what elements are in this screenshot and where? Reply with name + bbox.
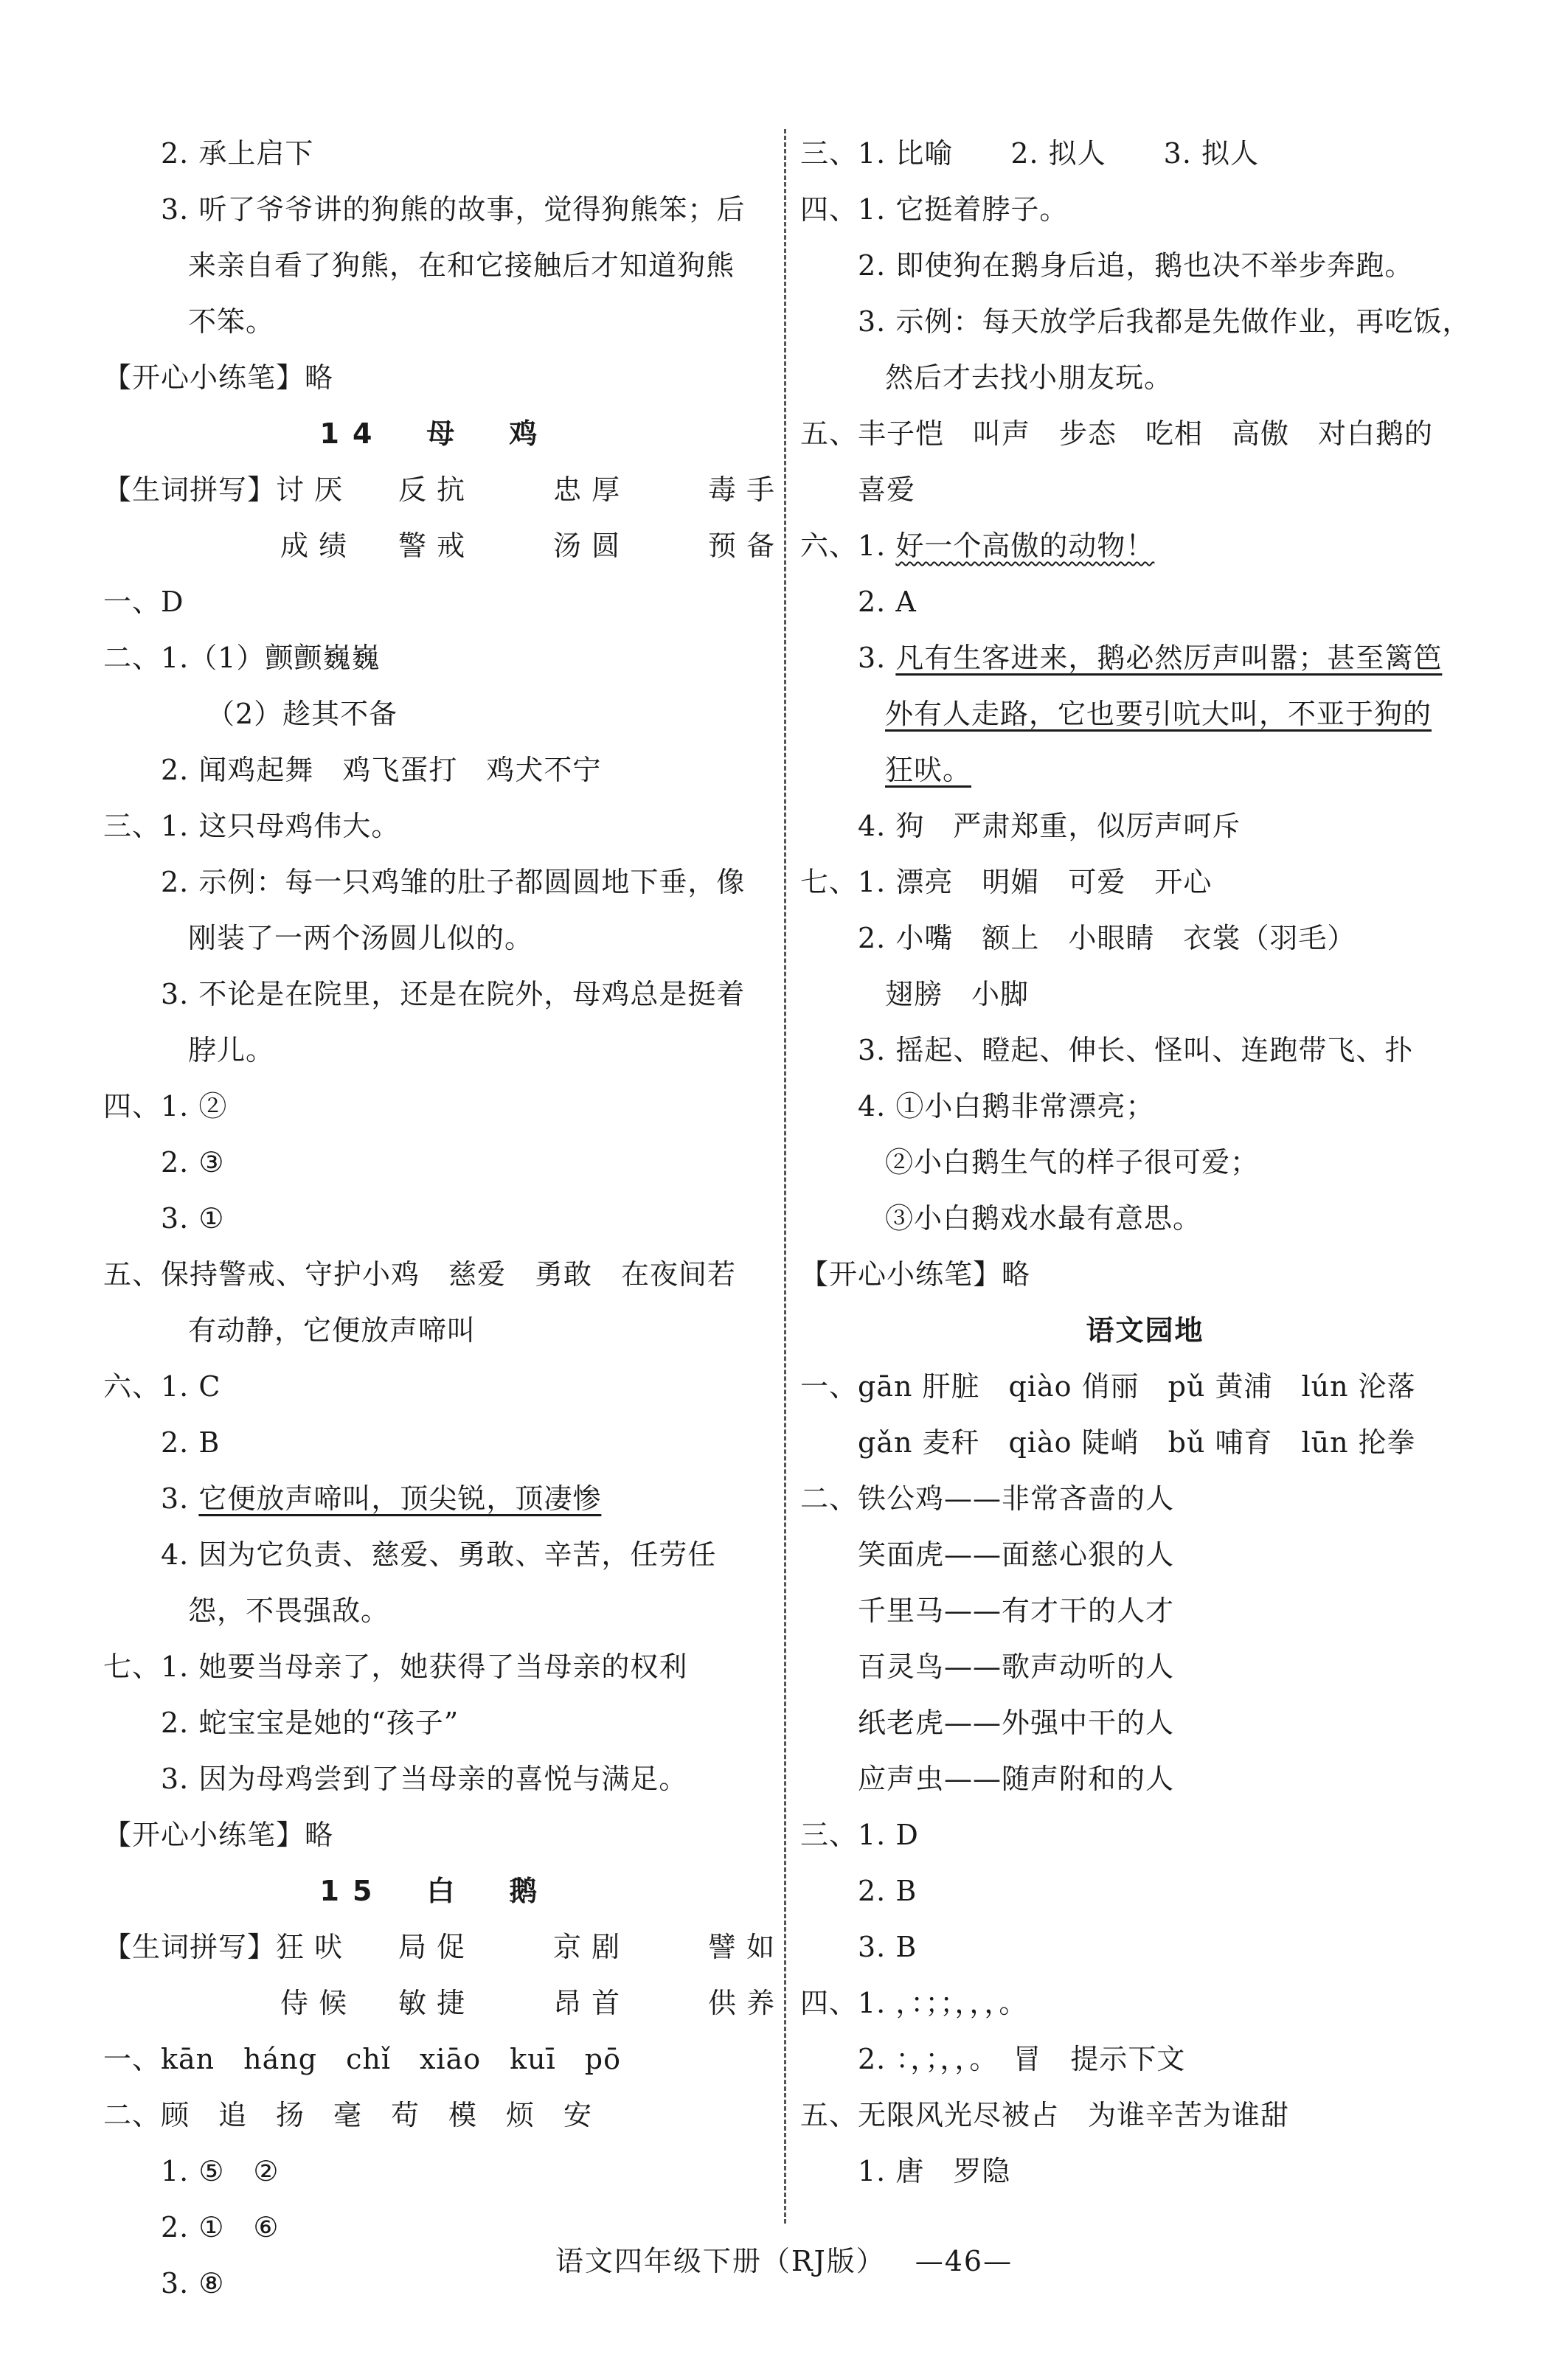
text-line: 七、1. 她要当母亲了，她获得了当母亲的权利 bbox=[103, 1651, 688, 1683]
underlined-answer: 凡有生客进来，鹅必然厉声叫嚣；甚至篱笆 bbox=[895, 642, 1443, 674]
vocab-word: 【生词拼写】狂 吠 bbox=[103, 1931, 344, 1963]
text-line: 一、gān 肝脏 qiào 俏丽 pǔ 黄浦 lún 沦落 bbox=[800, 1370, 1416, 1403]
text-line: 六、1. 好一个高傲的动物！ bbox=[800, 530, 1155, 562]
text-line: 三、1. 比喻 2. 拟人 3. 拟人 bbox=[800, 137, 1260, 170]
text-line: 然后才去找小朋友玩。 bbox=[885, 361, 1173, 394]
text-line: 4. 狗 严肃郑重，似厉声呵斥 bbox=[858, 810, 1241, 842]
text-line: 脖儿。 bbox=[188, 1034, 275, 1066]
lesson-title-14: 14 母 鸡 bbox=[319, 417, 551, 450]
text-line: 五、丰子恺 叫声 步态 吃相 高傲 对白鹅的 bbox=[800, 417, 1434, 450]
practice-note: 【开心小练笔】略 bbox=[103, 1819, 334, 1851]
text-line: 有动静，它便放声啼叫 bbox=[188, 1314, 476, 1347]
text-line: 2. 即使狗在鹅身后追，鹅也决不举步奔跑。 bbox=[858, 249, 1414, 282]
vocab-word: 汤 圆 bbox=[553, 530, 621, 562]
text-line: 2. B bbox=[858, 1875, 917, 1907]
vocab-word: 【生词拼写】讨 厌 bbox=[103, 473, 344, 506]
text-line: 四、1. 它挺着脖子。 bbox=[800, 193, 1069, 226]
page-footer bbox=[0, 2238, 1568, 2279]
right-column bbox=[800, 125, 1490, 2199]
text-line: 七、1. 漂亮 明媚 可爱 开心 bbox=[800, 866, 1213, 898]
vocab-row bbox=[103, 462, 776, 518]
text-line: 不笨。 bbox=[188, 305, 275, 338]
vocab-word: 反 抗 bbox=[398, 473, 466, 506]
text-line: 2. ③ bbox=[161, 1146, 225, 1179]
text-line: 三、1. D bbox=[800, 1819, 919, 1851]
vocab-word: 昂 首 bbox=[553, 1987, 621, 2019]
text-line: 笑面虎——面慈心狠的人 bbox=[858, 1538, 1175, 1571]
book-title: 语文四年级下册（RJ版） bbox=[555, 2245, 886, 2277]
text-line: 2. 承上启下 bbox=[161, 137, 314, 170]
text-line: 3. 听了爷爷讲的狗熊的故事，觉得狗熊笨；后 bbox=[161, 193, 746, 226]
text-line: 2. 小嘴 额上 小眼睛 衣裳（羽毛） bbox=[858, 922, 1356, 954]
underlined-answer: 它便放声啼叫，顶尖锐，顶凄惨 bbox=[198, 1482, 602, 1515]
vocab-row bbox=[103, 1919, 776, 1975]
text-line: 一、D bbox=[103, 586, 184, 618]
text-line: 2. ：，；，，。 冒 提示下文 bbox=[858, 2043, 1186, 2075]
text-line: 2. A bbox=[858, 586, 917, 618]
underlined-answer: 狂吠。 bbox=[885, 754, 972, 786]
text-line: 翅膀 小脚 bbox=[885, 978, 1030, 1010]
vocab-word: 成 绩 bbox=[280, 530, 348, 562]
lesson-title-15: 15 白 鹅 bbox=[319, 1875, 551, 1907]
text-line: （2）趁其不备 bbox=[207, 698, 398, 730]
vocab-word: 敏 捷 bbox=[398, 1987, 466, 2019]
text-line: 来亲自看了狗熊，在和它接触后才知道狗熊 bbox=[188, 249, 735, 282]
vocab-word: 警 戒 bbox=[398, 530, 466, 562]
text-line: 3. 示例：每天放学后我都是先做作业，再吃饭， bbox=[858, 305, 1471, 338]
column-divider bbox=[784, 129, 786, 2224]
text-line: 应声虫——随声附和的人 bbox=[858, 1763, 1175, 1795]
text-line: 怨，不畏强敌。 bbox=[188, 1594, 390, 1627]
vocab-row bbox=[103, 1975, 776, 2031]
vocab-word: 京 剧 bbox=[553, 1931, 621, 1963]
page-number: —46— bbox=[915, 2245, 1013, 2277]
text-line: 3. 摇起、瞪起、伸长、怪叫、连跑带飞、扑 bbox=[858, 1034, 1414, 1066]
vocab-word: 毒 手 bbox=[708, 473, 776, 506]
text-line: ②小白鹅生气的样子很可爱； bbox=[885, 1146, 1260, 1179]
practice-note: 【开心小练笔】略 bbox=[800, 1258, 1031, 1291]
text-line: 2. ① ⑥ bbox=[161, 2211, 280, 2243]
text-line: 五、保持警戒、守护小鸡 慈爱 勇敢 在夜间若 bbox=[103, 1258, 737, 1291]
text-line: 二、铁公鸡——非常吝啬的人 bbox=[800, 1482, 1175, 1515]
vocab-row bbox=[103, 518, 776, 574]
text-line: 四、1. ② bbox=[103, 1090, 228, 1122]
text-line: 3. 因为母鸡尝到了当母亲的喜悦与满足。 bbox=[161, 1763, 688, 1795]
section-title-yuwen-yuandi: 语文园地 bbox=[1086, 1314, 1204, 1347]
text-line bbox=[800, 686, 1490, 742]
text-line: 4. ①小白鹅非常漂亮； bbox=[858, 1090, 1155, 1122]
text-line: 2. 示例：每一只鸡雏的肚子都圆圆地下垂，像 bbox=[161, 866, 746, 898]
text-line: 五、无限风光尽被占 为谁辛苦为谁甜 bbox=[800, 2099, 1290, 2131]
vocab-word: 预 备 bbox=[708, 530, 776, 562]
text-line: 纸老虎——外强中干的人 bbox=[858, 1707, 1175, 1739]
text-line: 一、kān háng chǐ xiāo kuī pō bbox=[103, 2043, 621, 2075]
text-line: 4. 因为它负责、慈爱、勇敢、辛苦，任劳任 bbox=[161, 1538, 717, 1571]
text-line: 刚装了一两个汤圆儿似的。 bbox=[188, 922, 534, 954]
wavy-underlined-answer: 好一个高傲的动物！ bbox=[895, 530, 1155, 562]
text-line: ③小白鹅戏水最有意思。 bbox=[885, 1202, 1202, 1235]
text-line: gǎn 麦秆 qiào 陡峭 bǔ 哺育 lūn 抡拳 bbox=[858, 1426, 1416, 1459]
text-line: 3. 不论是在院里，还是在院外，母鸡总是挺着 bbox=[161, 978, 746, 1010]
text-line: 二、顾 追 扬 毫 苟 模 烦 安 bbox=[103, 2099, 593, 2131]
text-line: 四、1. ，：；；，，，。 bbox=[800, 1987, 1028, 2019]
text-line: 六、1. C bbox=[103, 1370, 221, 1403]
text-line: 2. 闻鸡起舞 鸡飞蛋打 鸡犬不宁 bbox=[161, 754, 602, 786]
vocab-word: 供 养 bbox=[708, 1987, 776, 2019]
vocab-word: 侍 候 bbox=[280, 1987, 348, 2019]
text-line: 3. 它便放声啼叫，顶尖锐，顶凄惨 bbox=[161, 1482, 602, 1515]
underlined-answer: 外有人走路，它也要引吭大叫，不亚于狗的 bbox=[885, 698, 1432, 730]
practice-note: 【开心小练笔】略 bbox=[103, 361, 334, 394]
text-line: 1. ⑤ ② bbox=[161, 2155, 280, 2187]
text-line: 2. 蛇宝宝是她的“孩子” bbox=[161, 1707, 459, 1739]
text-line: 千里马——有才干的人才 bbox=[858, 1594, 1175, 1627]
vocab-word: 譬 如 bbox=[708, 1931, 776, 1963]
text-line: 1. 唐 罗隐 bbox=[858, 2155, 1011, 2187]
left-column bbox=[103, 125, 776, 2311]
text-line: 三、1. 这只母鸡伟大。 bbox=[103, 810, 400, 842]
vocab-word: 忠 厚 bbox=[553, 473, 621, 506]
vocab-word: 局 促 bbox=[398, 1931, 466, 1963]
text-line: 3. 凡有生客进来，鹅必然厉声叫嚣；甚至篱笆 bbox=[858, 642, 1443, 674]
text-line: 喜爱 bbox=[858, 473, 916, 506]
text-line: 百灵鸟——歌声动听的人 bbox=[858, 1651, 1175, 1683]
text-line: 2. B bbox=[161, 1426, 221, 1459]
text-line: 二、1.（1）颤颤巍巍 bbox=[103, 642, 381, 674]
text-line: 3. B bbox=[858, 1931, 917, 1963]
text-line: 3. ① bbox=[161, 1202, 225, 1235]
text-line: 3. ⑧ bbox=[161, 2267, 225, 2300]
text-line bbox=[800, 742, 1490, 798]
